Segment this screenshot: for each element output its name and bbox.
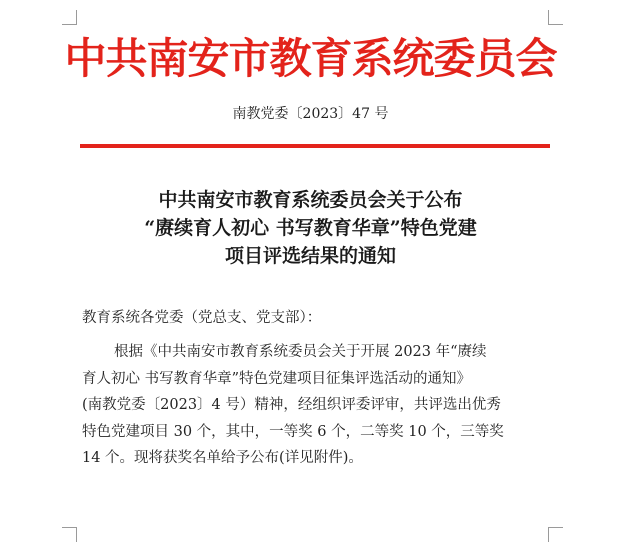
body-line: 育人初心 书写教育华章”特色党建项目征集评选活动的通知》 (82, 370, 472, 387)
body-line: (南教党委〔2023〕4 号）精神，经组织评委评审，共评选出优秀 (82, 397, 501, 413)
document-number: 南教党委〔2023〕47 号 (232, 106, 389, 122)
title-line: 中共南安市教育系统委员会关于公布 (158, 189, 463, 211)
title-line: 项目评选结果的通知 (224, 245, 396, 267)
body-line: 特色党建项目 30 个，其中，一等奖 6 个，二等奖 10 个，三等奖 (82, 423, 504, 440)
crop-mark-bottom-right (548, 527, 563, 542)
red-masthead: 中共南安市教育系统委员会 (64, 34, 557, 83)
body-line: 14 个。现将获奖名单给予公布(详见附件)。 (82, 450, 363, 466)
body-line: 根据《中共南安市教育系统委员会关于开展 2023 年“赓续 (114, 344, 487, 360)
notice-title (60, 186, 561, 270)
crop-mark-top-left (62, 10, 77, 25)
title-line: “赓续育人初心 书写教育华章”特色党建 (144, 217, 477, 239)
salutation: 教育系统各党委（党总支、党支部）： (82, 310, 322, 326)
red-separator-line (80, 144, 550, 148)
body-paragraph (82, 339, 552, 472)
crop-mark-top-right (548, 10, 563, 25)
crop-mark-bottom-left (62, 527, 77, 542)
